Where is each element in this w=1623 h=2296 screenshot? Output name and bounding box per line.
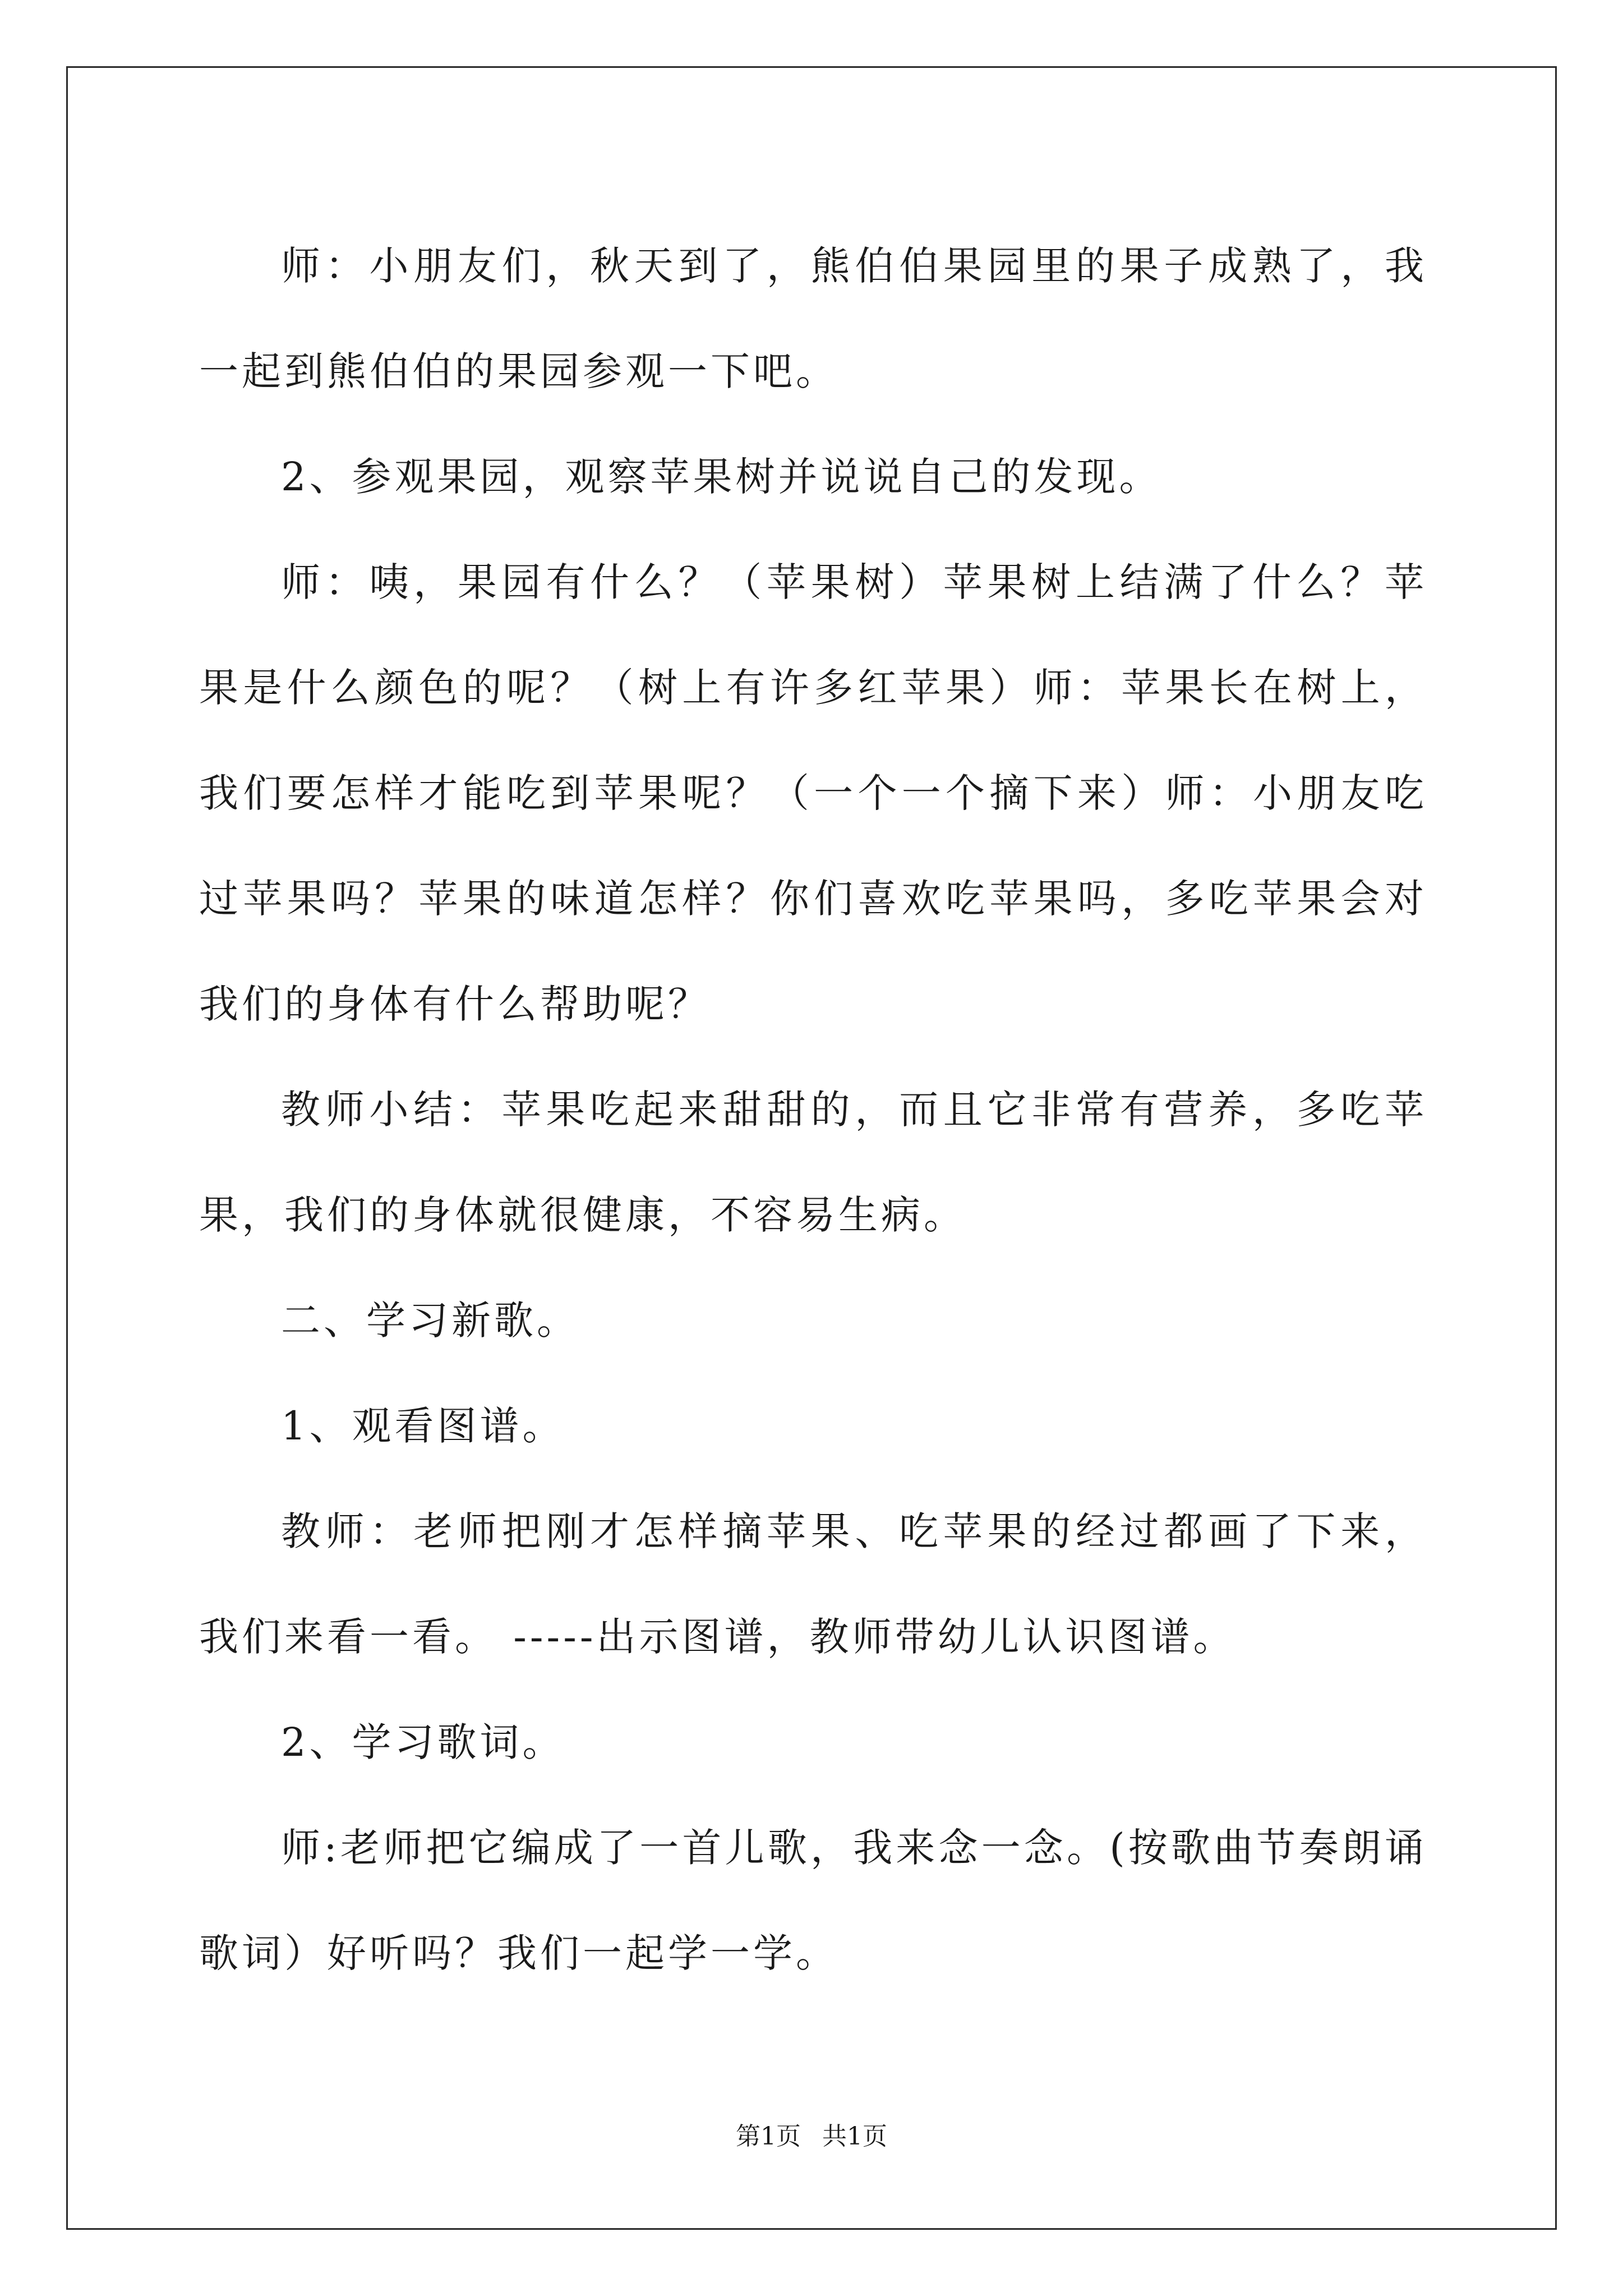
document-body: [199, 213, 1427, 2006]
paragraph: 师：小朋友们，秋天到了，熊伯伯果园里的果子成熟了，我一起到熊伯伯的果园参观一下吧。: [199, 243, 1427, 394]
paragraph: 师：咦，果园有什么？（苹果树）苹果树上结满了什么？苹果是什么颜色的呢？（树上有许多红苹果）师：苹果长在树上，我们要怎样才能吃到苹果呢？（一个一个摘下来）师：小朋友吃过苹果吗？苹果的味道怎样？你们喜欢吃苹果吗，多吃苹果会对我们的身体有什么帮助呢？: [199, 559, 1427, 1027]
paragraph: 二、学习新歌。: [281, 1297, 579, 1343]
paragraph: 1、观看图谱。: [281, 1403, 565, 1449]
page-number-total: 共1页: [822, 2122, 887, 2151]
page-number-current: 第1页: [736, 2122, 801, 2151]
paragraph: 教师：老师把刚才怎样摘苹果、吃苹果的经过都画了下来，我们来看一看。 -----出示图谱，教师带幼儿认识图谱。: [199, 1508, 1427, 1660]
paragraph: 师:老师把它编成了一首儿歌，我来念一念。(按歌曲节奏朗诵歌词）好听吗？我们一起学一学。: [199, 1825, 1427, 1976]
paragraph: 教师小结：苹果吃起来甜甜的，而且它非常有营养，多吃苹果，我们的身体就很健康，不容易生病。: [199, 1087, 1427, 1238]
paragraph: 2、学习歌词。: [281, 1719, 565, 1765]
page-footer: [0, 2116, 1623, 2152]
paragraph: 2、参观果园，观察苹果树并说说自己的发现。: [281, 454, 1162, 500]
